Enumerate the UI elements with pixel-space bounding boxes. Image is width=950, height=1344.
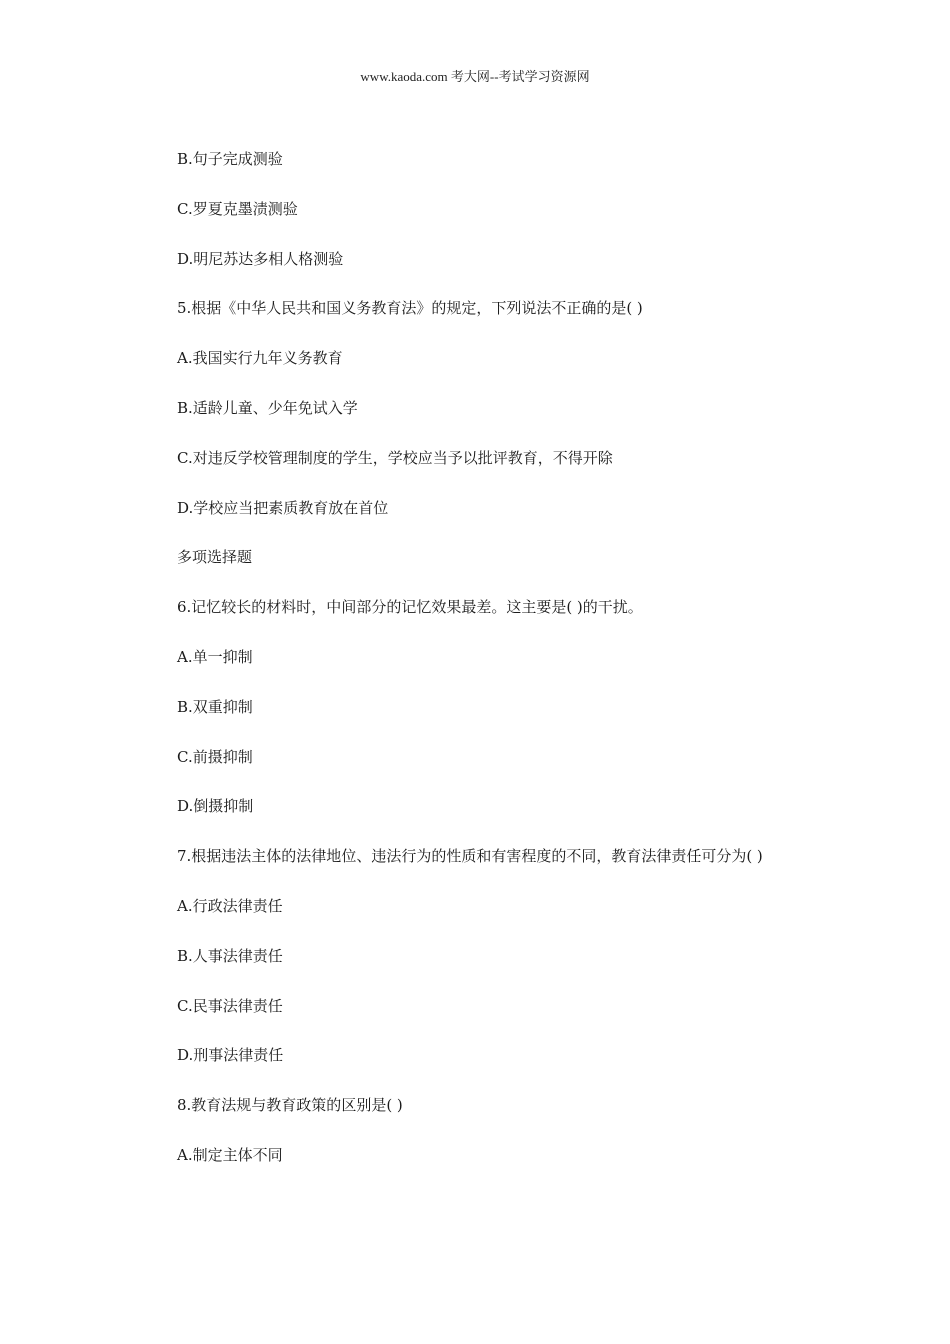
option-7b: B.人事法律责任 (177, 946, 283, 965)
option-7a: A.行政法律责任 (177, 896, 283, 915)
option-4b: B.句子完成测验 (177, 150, 283, 168)
option-4d: D.明尼苏达多相人格测验 (177, 249, 344, 268)
option-4c: C.罗夏克墨渍测验 (177, 199, 298, 218)
option-6a: A.单一抑制 (177, 647, 253, 666)
option-5c: C.对违反学校管理制度的学生，学校应当予以批评教育，不得开除 (177, 448, 613, 467)
option-6d: D.倒摄抑制 (177, 797, 254, 816)
option-7d: D.刑事法律责任 (177, 1046, 284, 1065)
option-6c: C.前摄抑制 (177, 747, 253, 766)
option-5d: D.学校应当把素质教育放在首位 (177, 498, 389, 517)
document-body (145, 146, 815, 1192)
question-8: 8.教育法规与教育政策的区别是( ) (177, 1096, 403, 1115)
option-7c: C.民事法律责任 (177, 996, 283, 1015)
question-6: 6.记忆较长的材料时，中间部分的记忆效果最差。这主要是( )的干扰。 (177, 598, 643, 617)
option-5b: B.适龄儿童、少年免试入学 (177, 398, 358, 417)
question-7: 7.根据违法主体的法律地位、违法行为的性质和有害程度的不同，教育法律责任可分为( ) (177, 847, 763, 866)
question-5: 5.根据《中华人民共和国义务教育法》的规定，下列说法不正确的是( ) (177, 299, 643, 318)
option-6b: B.双重抑制 (177, 697, 253, 716)
option-8a: A.制定主体不同 (177, 1145, 283, 1164)
page-header: www.kaoda.com 考大网--考试学习资源网 (360, 69, 590, 84)
option-5a: A.我国实行九年义务教育 (177, 349, 343, 368)
section-heading-multiple-choice: 多项选择题 (177, 548, 253, 567)
